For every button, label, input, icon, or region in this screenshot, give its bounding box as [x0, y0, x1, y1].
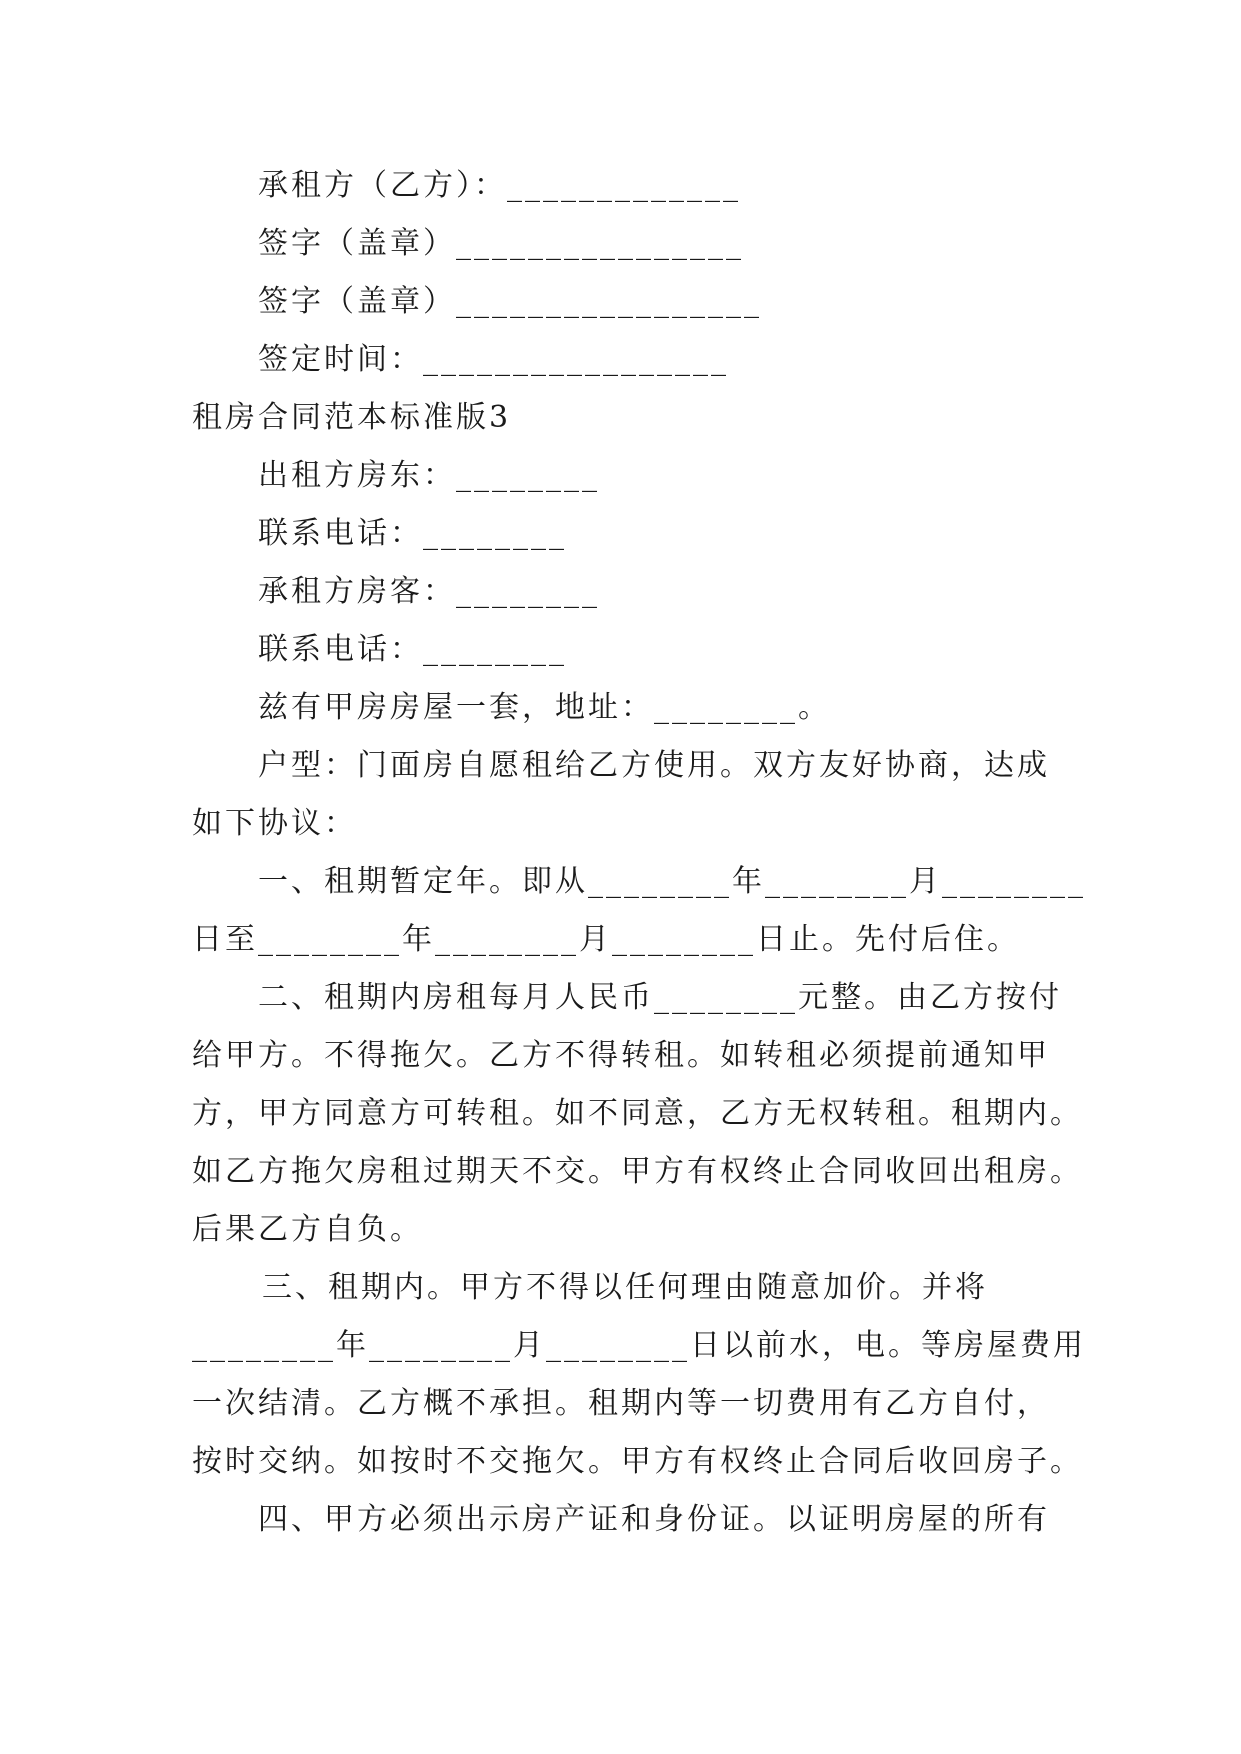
clause-2-line: 后果乙方自负。 — [192, 1212, 423, 1247]
clause-1-line: 一、租期暂定年。即从________年________月________ — [258, 864, 1086, 899]
clause-3-line: 一次结清。乙方概不承担。租期内等一切费用有乙方自付， — [192, 1386, 1050, 1421]
signature-line-2: 签字（盖章）_________________ — [258, 284, 762, 319]
tenant-line: 承租方房客：________ — [258, 574, 600, 609]
section-title: 租房合同范本标准版3 — [192, 400, 512, 435]
clause-3-line: 三、租期内。甲方不得以任何理由随意加价。并将 — [262, 1270, 988, 1305]
clause-1-line: 日至________年________月________日止。先付后住。 — [192, 922, 1020, 957]
clause-2-line: 二、租期内房租每月人民币________元整。由乙方按付 — [258, 980, 1062, 1015]
paragraph-line: 户型：门面房自愿租给乙方使用。双方友好协商，达成 — [258, 748, 1050, 783]
clause-2-line: 如乙方拖欠房租过期天不交。甲方有权终止合同收回出租房。 — [192, 1154, 1083, 1189]
signing-date-line: 签定时间：_________________ — [258, 342, 729, 377]
clause-3-line: 按时交纳。如按时不交拖欠。甲方有权终止合同后收回房子。 — [192, 1444, 1083, 1479]
signature-line-1: 签字（盖章）________________ — [258, 226, 744, 261]
landlord-line: 出租方房东：________ — [258, 458, 600, 493]
paragraph-line: 如下协议： — [192, 806, 357, 841]
clause-2-line: 方，甲方同意方可转租。如不同意，乙方无权转租。租期内。 — [192, 1096, 1083, 1131]
address-line: 兹有甲房房屋一套，地址：________。 — [258, 690, 831, 725]
tenant-phone-line: 联系电话：________ — [258, 632, 567, 667]
lessee-line: 承租方（乙方）：_____________ — [258, 168, 741, 203]
clause-3-line: ________年________月________日以前水，电。等房屋费用 — [192, 1328, 1086, 1363]
landlord-phone-line: 联系电话：________ — [258, 516, 567, 551]
clause-2-line: 给甲方。不得拖欠。乙方不得转租。如转租必须提前通知甲 — [192, 1038, 1050, 1073]
clause-4-line: 四、甲方必须出示房产证和身份证。以证明房屋的所有 — [258, 1502, 1050, 1537]
